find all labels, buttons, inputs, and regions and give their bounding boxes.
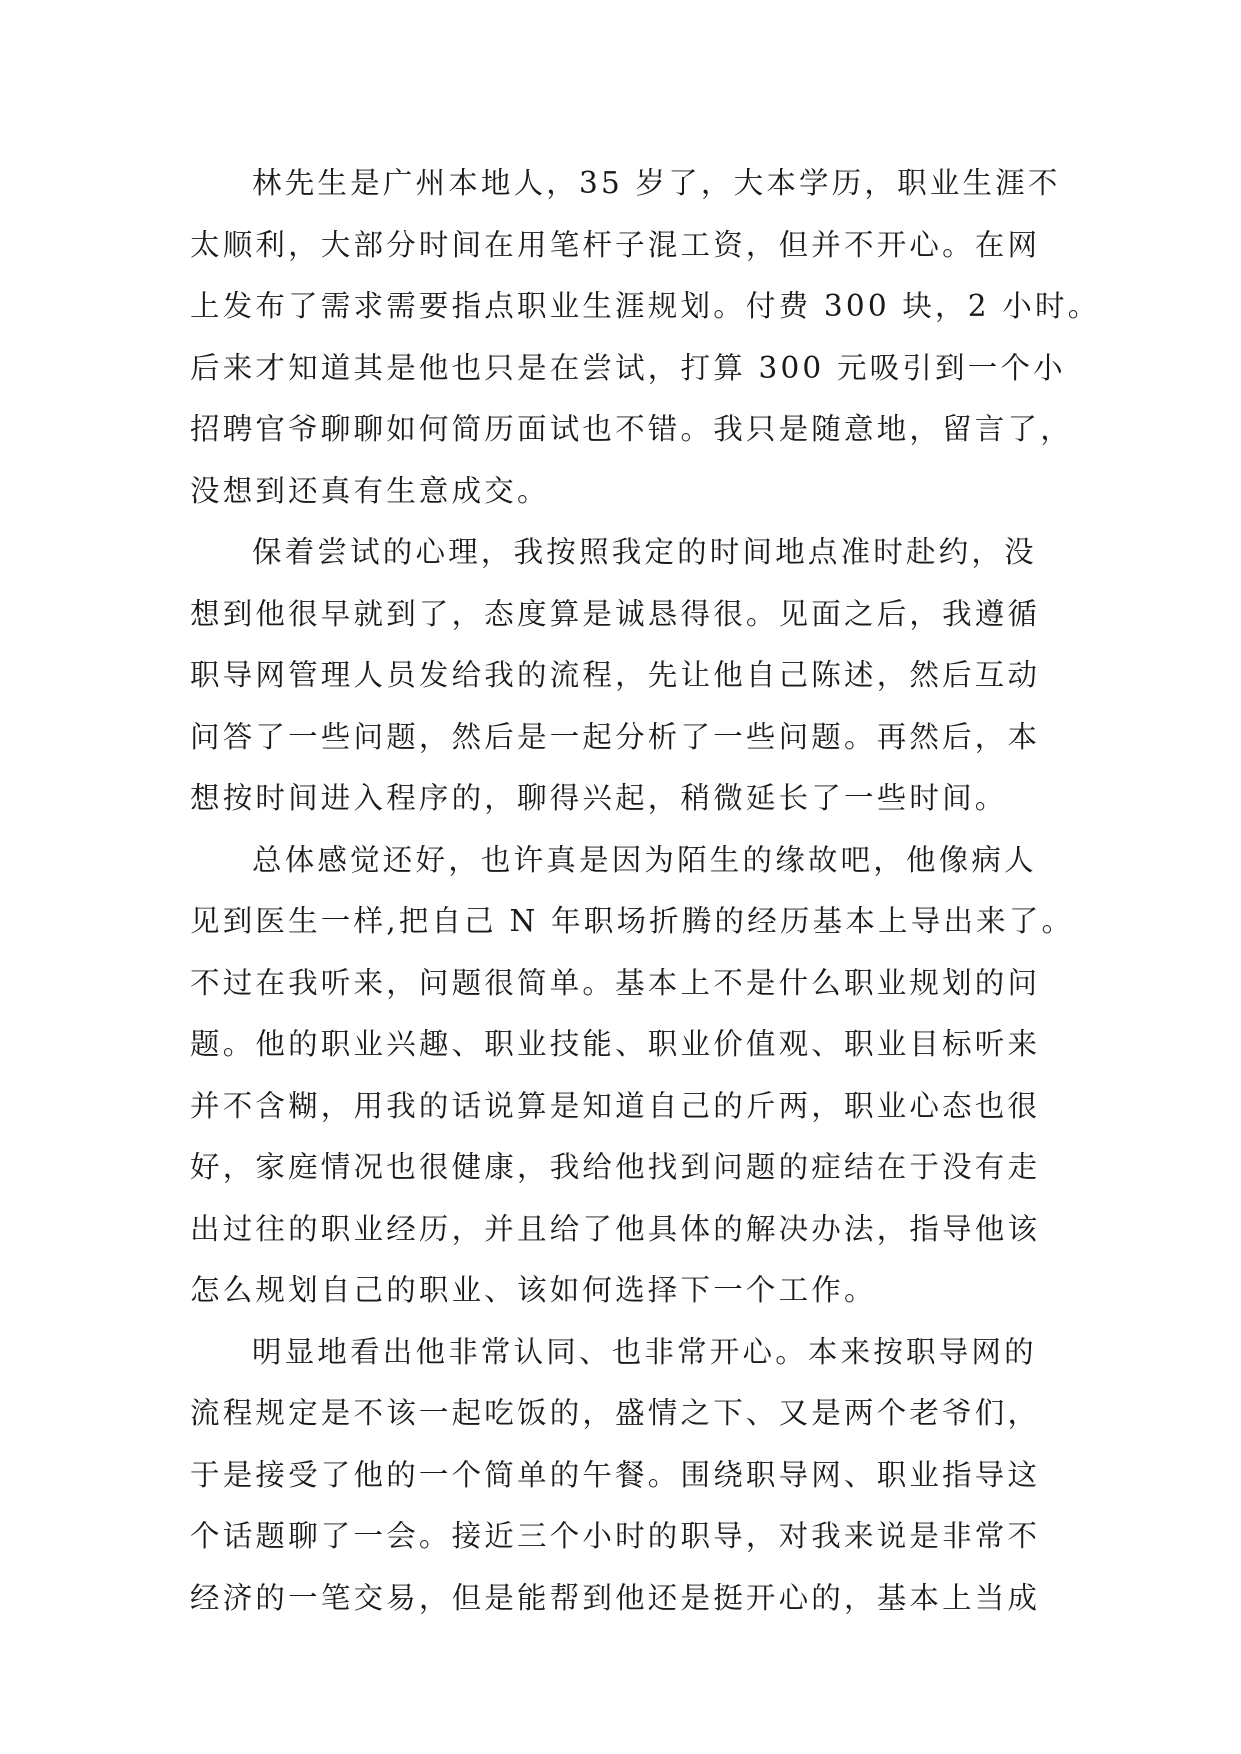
- text-line: 题。他的职业兴趣、职业技能、职业价值观、职业目标听来: [190, 1027, 1041, 1061]
- paragraph: [190, 532, 1070, 840]
- text-line: 不过在我听来，问题很简单。基本上不是什么职业规划的问: [190, 965, 1041, 1000]
- text-line: 没想到还真有生意成交。: [190, 473, 550, 508]
- text-line: 太顺利，大部分时间在用笔杆子混工资，但并不开心。在网: [190, 227, 1041, 262]
- paragraph: [190, 1332, 1070, 1640]
- text-line: 林先生是广州本地人，35 岁了，大本学历，职业生涯不: [252, 166, 1061, 200]
- text-line: 职导网管理人员发给我的流程，先让他自己陈述，然后互动: [190, 658, 1041, 692]
- text-line: 怎么规划自己的职业、该如何选择下一个工作。: [190, 1273, 877, 1307]
- text-line: 明显地看出他非常认同、也非常开心。本来按职导网的: [252, 1334, 1037, 1369]
- text-line: 并不含糊，用我的话说算是知道自己的斤两，职业心态也很: [190, 1088, 1041, 1123]
- text-line: 好，家庭情况也很健康，我给他找到问题的症结在于没有走: [190, 1150, 1041, 1184]
- text-line: 经济的一笔交易，但是能帮到他还是挺开心的，基本上当成: [190, 1580, 1041, 1615]
- document-body: [190, 163, 1101, 1639]
- text-line: 问答了一些问题，然后是一起分析了一些问题。再然后，本: [190, 719, 1041, 754]
- text-line: 后来才知道其是他也只是在尝试，打算 300 元吸引到一个小: [190, 350, 1066, 385]
- paragraph: [190, 840, 1075, 1332]
- text-line: 流程规定是不该一起吃饭的，盛情之下、又是两个老爷们，: [190, 1396, 1041, 1430]
- text-line: 想到他很早就到了，态度算是诚恳得很。见面之后，我遵循: [190, 596, 1041, 631]
- text-line: 保着尝试的心理，我按照我定的时间地点准时赴约，没: [252, 535, 1037, 569]
- text-line: 总体感觉还好，也许真是因为陌生的缘故吧，他像病人: [252, 842, 1037, 877]
- text-line: 招聘官爷聊聊如何简历面试也不错。我只是随意地，留言了，: [190, 412, 1073, 446]
- text-line: 于是接受了他的一个简单的午餐。围绕职导网、职业指导这: [190, 1457, 1041, 1492]
- text-line: 出过往的职业经历，并且给了他具体的解决办法，指导他该: [190, 1211, 1041, 1246]
- text-line: 想按时间进入程序的，聊得兴起，稍微延长了一些时间。: [190, 781, 1008, 815]
- text-line: 个话题聊了一会。接近三个小时的职导，对我来说是非常不: [190, 1519, 1041, 1553]
- text-line: 见到医生一样,把自己 N 年职场折腾的经历基本上导出来了。: [190, 904, 1075, 938]
- paragraph: [190, 163, 1101, 532]
- text-line: 上发布了需求需要指点职业生涯规划。付费 300 块，2 小时。: [190, 289, 1101, 323]
